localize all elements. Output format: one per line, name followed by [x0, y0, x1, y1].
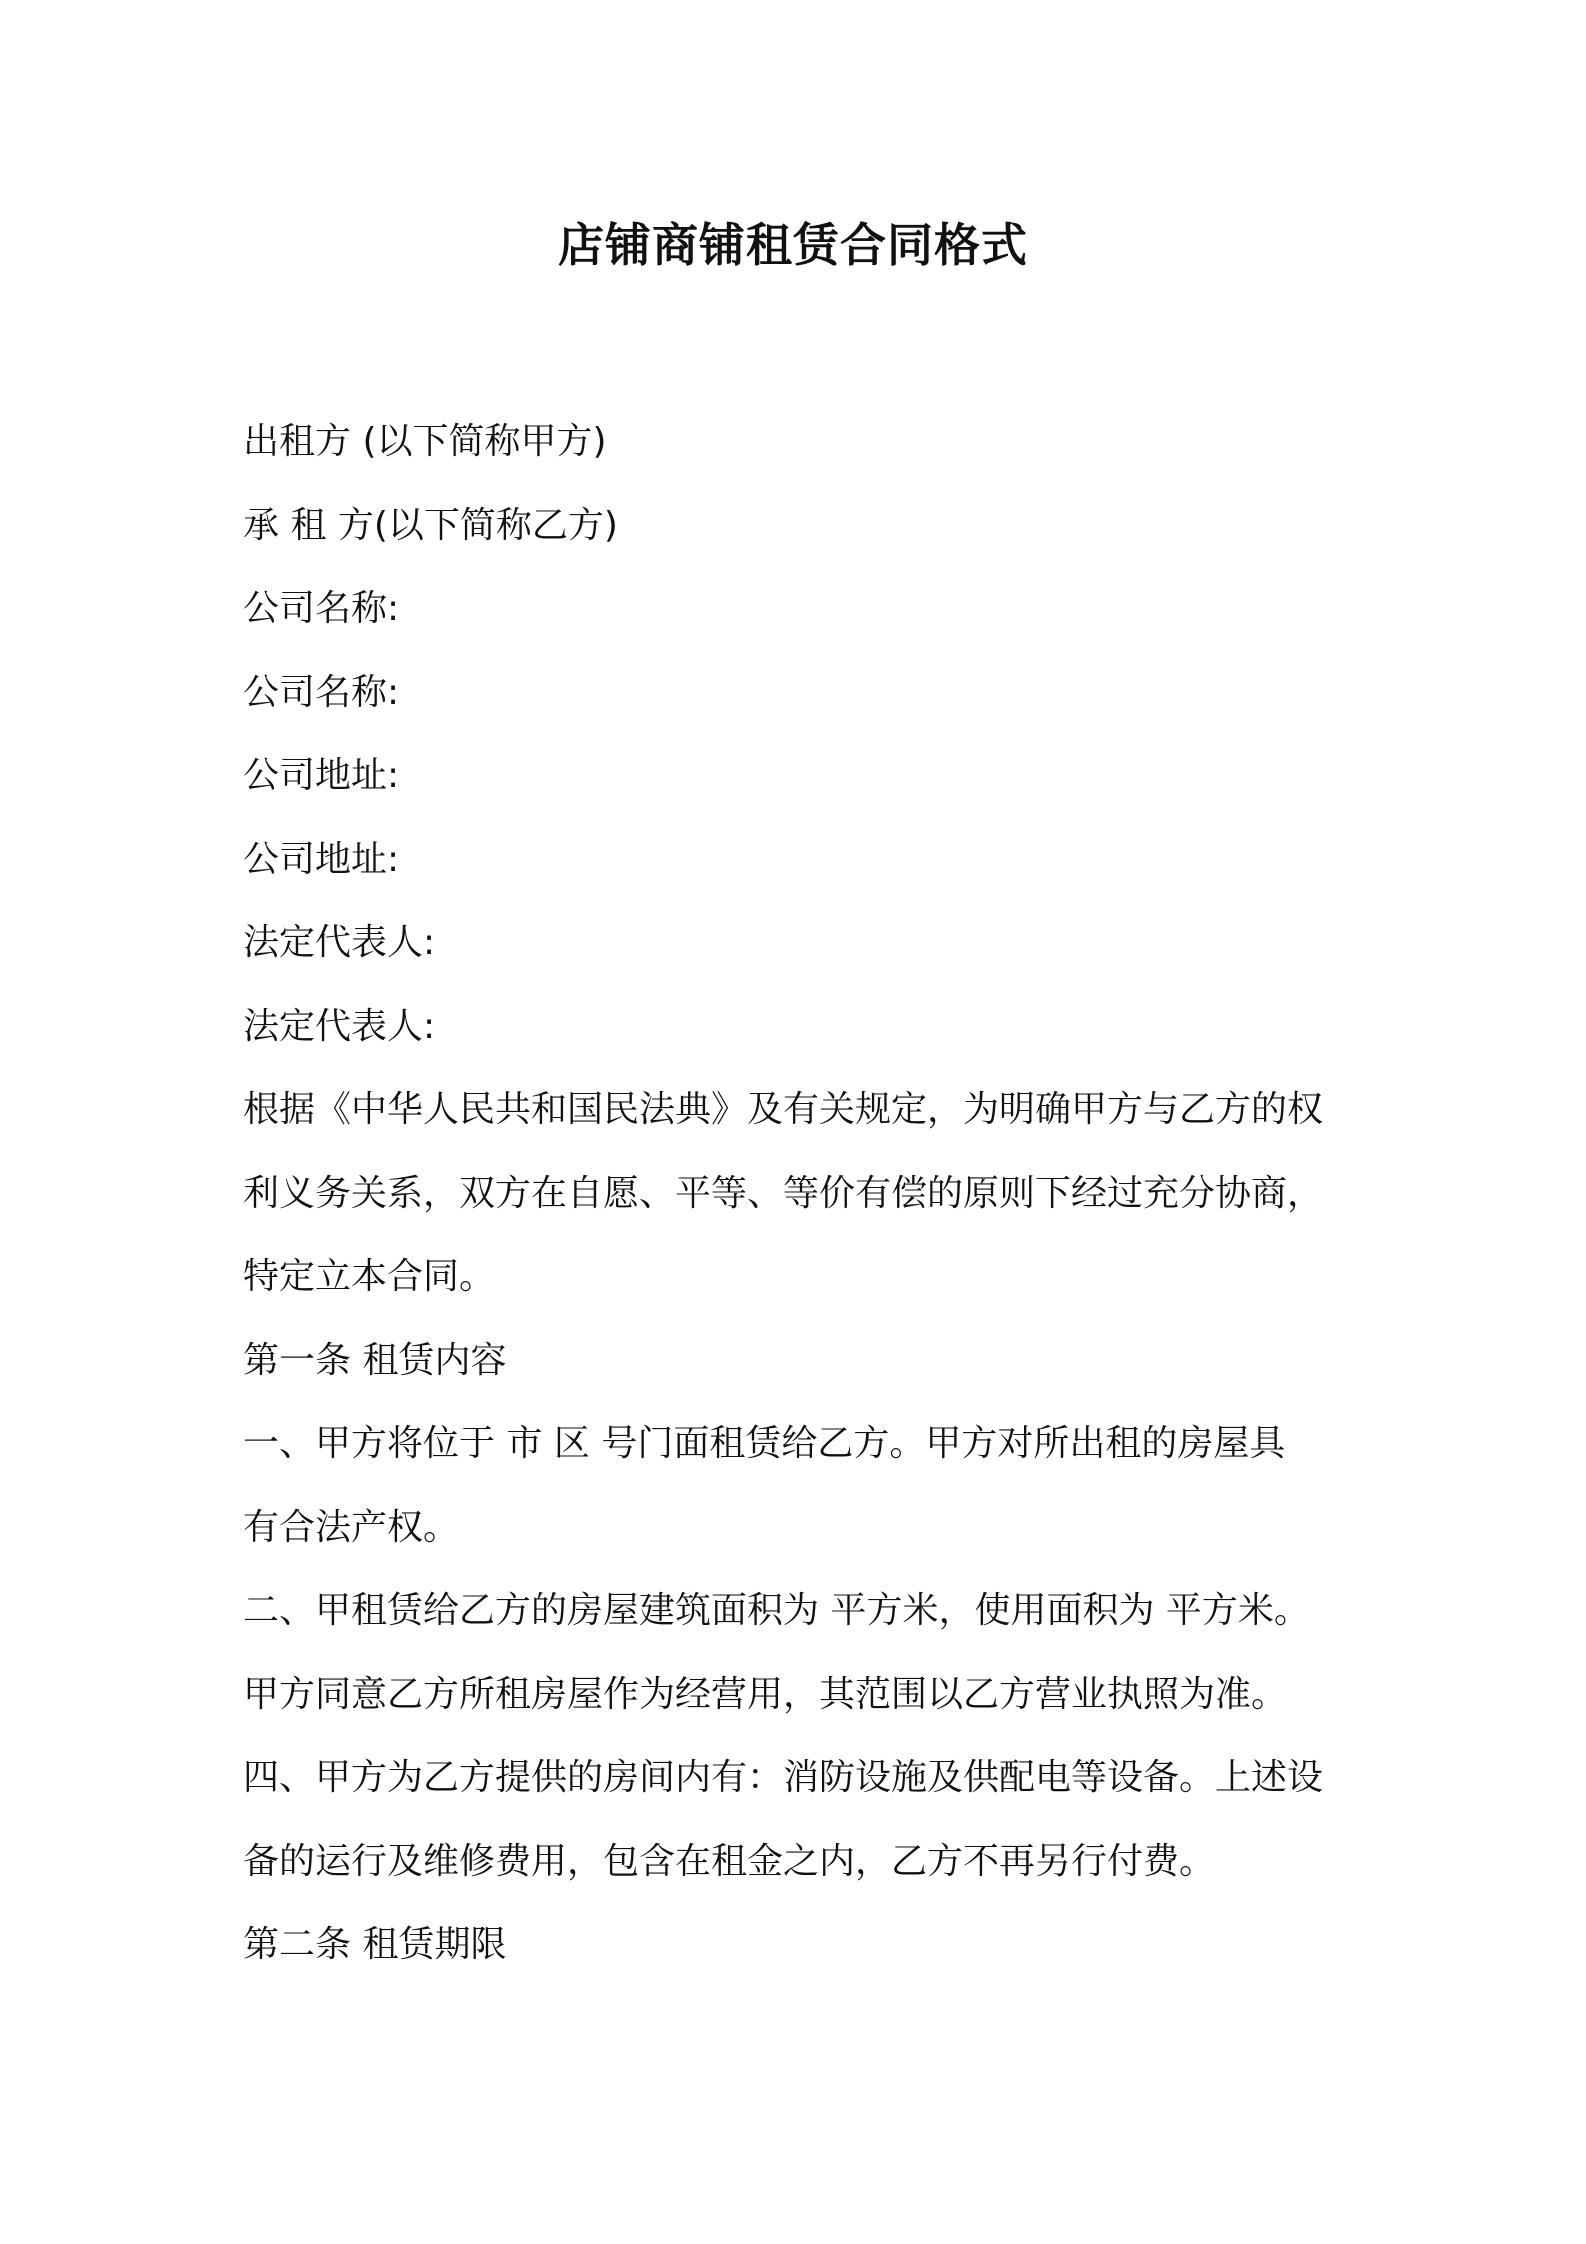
- clause-line: 二、甲租赁给乙方的房屋建筑面积为 平方米，使用面积为 平方米。: [243, 1590, 1310, 1631]
- clause-line: 有合法产权。: [243, 1506, 460, 1548]
- legal-representative-line: 法定代表人:: [243, 1005, 436, 1047]
- clause-line: 甲方同意乙方所租房屋作为经营用，其范围以乙方营业执照为准。: [243, 1673, 1288, 1715]
- preamble-line: 根据《中华人民共和国民法典》及有关规定，为明确甲方与乙方的权: [243, 1089, 1324, 1130]
- company-address-line: 公司地址:: [243, 838, 400, 880]
- clause-line: 备的运行及维修费用，包含在租金之内，乙方不再另行付费。: [243, 1840, 1216, 1882]
- lessee-line: 承 租 方(以下简称乙方): [243, 504, 618, 546]
- company-name-line: 公司名称:: [243, 671, 400, 713]
- company-address-line: 公司地址:: [243, 755, 400, 796]
- document-title: 店铺商铺租赁合同格式: [558, 218, 1028, 272]
- lessor-line: 出租方 (以下简称甲方): [243, 421, 607, 462]
- clause-line: 一、甲方将位于 市 区 号门面租赁给乙方。甲方对所出租的房屋具: [243, 1423, 1286, 1464]
- preamble-line: 特定立本合同。: [243, 1256, 496, 1297]
- article-heading: 第一条 租赁内容: [243, 1339, 507, 1381]
- clause-line: 四、甲方为乙方提供的房间内有：消防设施及供配电等设备。上述设: [243, 1757, 1324, 1798]
- preamble-line: 利义务关系，双方在自愿、平等、等价有偿的原则下经过充分协商，: [243, 1172, 1324, 1214]
- company-name-line: 公司名称:: [243, 588, 400, 629]
- article-heading: 第二条 租赁期限: [243, 1924, 507, 1965]
- legal-representative-line: 法定代表人:: [243, 922, 436, 963]
- document-body: [243, 400, 1363, 1987]
